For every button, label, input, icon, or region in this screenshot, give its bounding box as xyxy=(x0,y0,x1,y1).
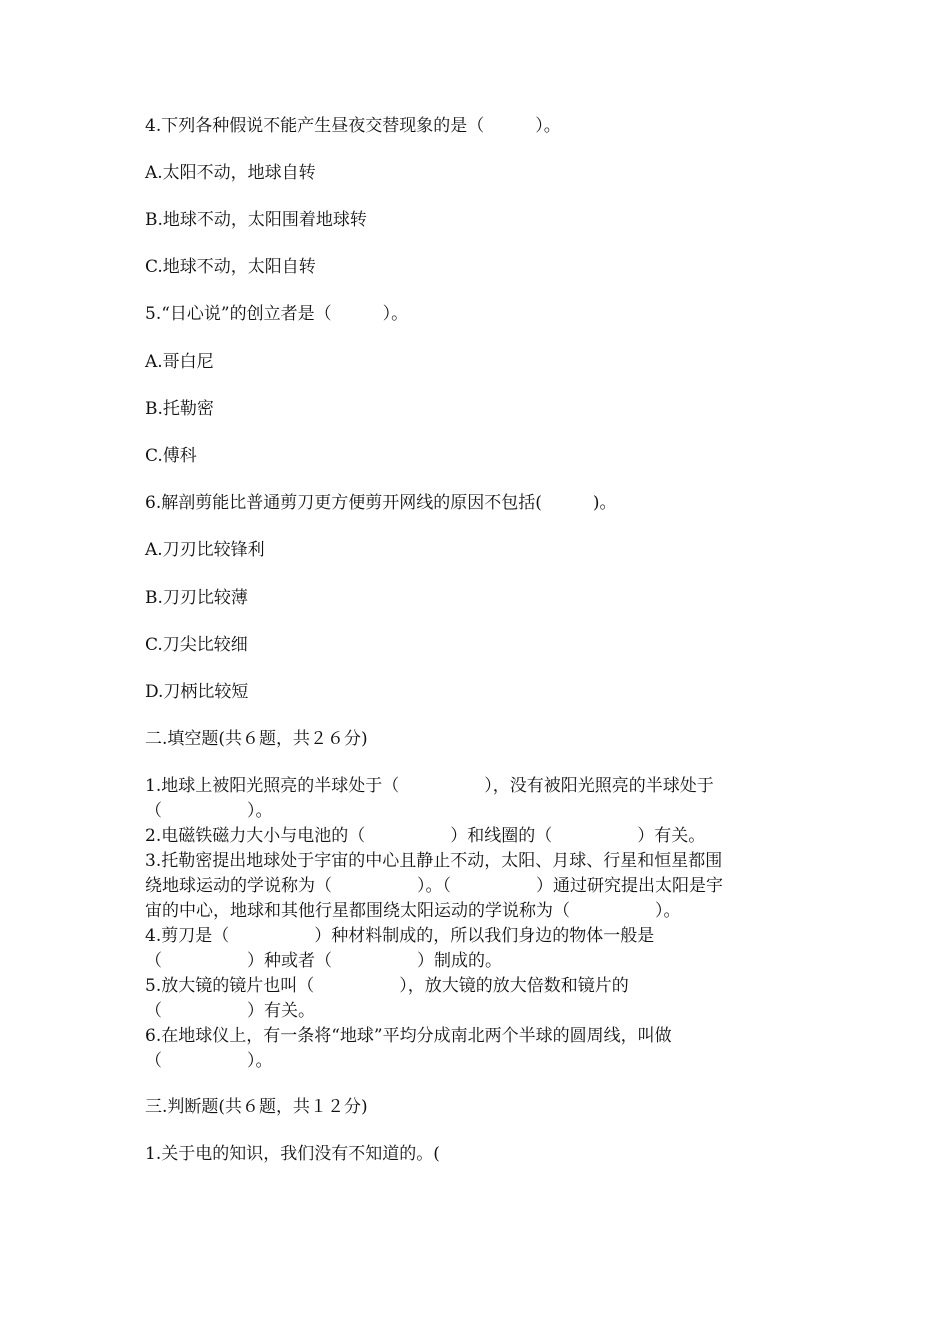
question-4-option-b: B.地球不动，太阳围着地球转 xyxy=(145,210,367,230)
question-4-option-a: A.太阳不动，地球自转 xyxy=(145,163,316,183)
question-6-option-b: B.刀刃比较薄 xyxy=(145,588,248,608)
fill-question-5-line-1: 5.放大镜的镜片也叫（ ），放大镜的放大倍数和镜片的 xyxy=(145,976,629,996)
question-6-stem: 6.解剖剪能比普通剪刀更方便剪开网线的原因不包括( )。 xyxy=(145,493,617,513)
fill-question-6-line-1: 6.在地球仪上，有一条将“地球”平均分成南北两个半球的圆周线，叫做 xyxy=(145,1026,672,1046)
question-6-option-c: C.刀尖比较细 xyxy=(145,635,248,655)
question-5-option-c: C.傅科 xyxy=(145,446,197,466)
judge-section-heading: 三.判断题(共６题，共１２分) xyxy=(145,1097,368,1117)
judge-question-1: 1.关于电的知识，我们没有不知道的。( xyxy=(145,1144,440,1164)
fill-question-1-line-2: （ ）。 xyxy=(145,801,273,821)
question-6-option-d: D.刀柄比较短 xyxy=(145,682,249,702)
fill-question-3-line-3: 宙的中心，地球和其他行星都围绕太阳运动的学说称为（ ）。 xyxy=(145,901,681,921)
fill-question-4-line-1: 4.剪刀是（ ）种材料制成的，所以我们身边的物体一般是 xyxy=(145,926,655,946)
fill-question-6-line-2: （ ）。 xyxy=(145,1051,273,1071)
fill-section-heading: 二.填空题(共６题，共２６分) xyxy=(145,729,368,749)
question-4-stem: 4.下列各种假说不能产生昼夜交替现象的是（ ）。 xyxy=(145,116,561,136)
fill-question-3-line-1: 3.托勒密提出地球处于宇宙的中心且静止不动，太阳、月球、行星和恒星都围 xyxy=(145,851,723,871)
fill-question-4-line-2: （ ）种或者（ ）制成的。 xyxy=(145,951,502,971)
fill-question-5-line-2: （ ）有关。 xyxy=(145,1001,315,1021)
fill-question-2: 2.电磁铁磁力大小与电池的（ ）和线圈的（ ）有关。 xyxy=(145,826,706,846)
fill-question-3-line-2: 绕地球运动的学说称为（ ）。（ ）通过研究提出太阳是宇 xyxy=(145,876,723,896)
fill-question-1-line-1: 1.地球上被阳光照亮的半球处于（ ），没有被阳光照亮的半球处于 xyxy=(145,776,714,796)
question-5-option-a: A.哥白尼 xyxy=(145,352,214,372)
question-5-stem: 5.“日心说”的创立者是（ ）。 xyxy=(145,304,409,324)
question-4-option-c: C.地球不动，太阳自转 xyxy=(145,257,316,277)
question-6-option-a: A.刀刃比较锋利 xyxy=(145,540,265,560)
question-5-option-b: B.托勒密 xyxy=(145,399,214,419)
